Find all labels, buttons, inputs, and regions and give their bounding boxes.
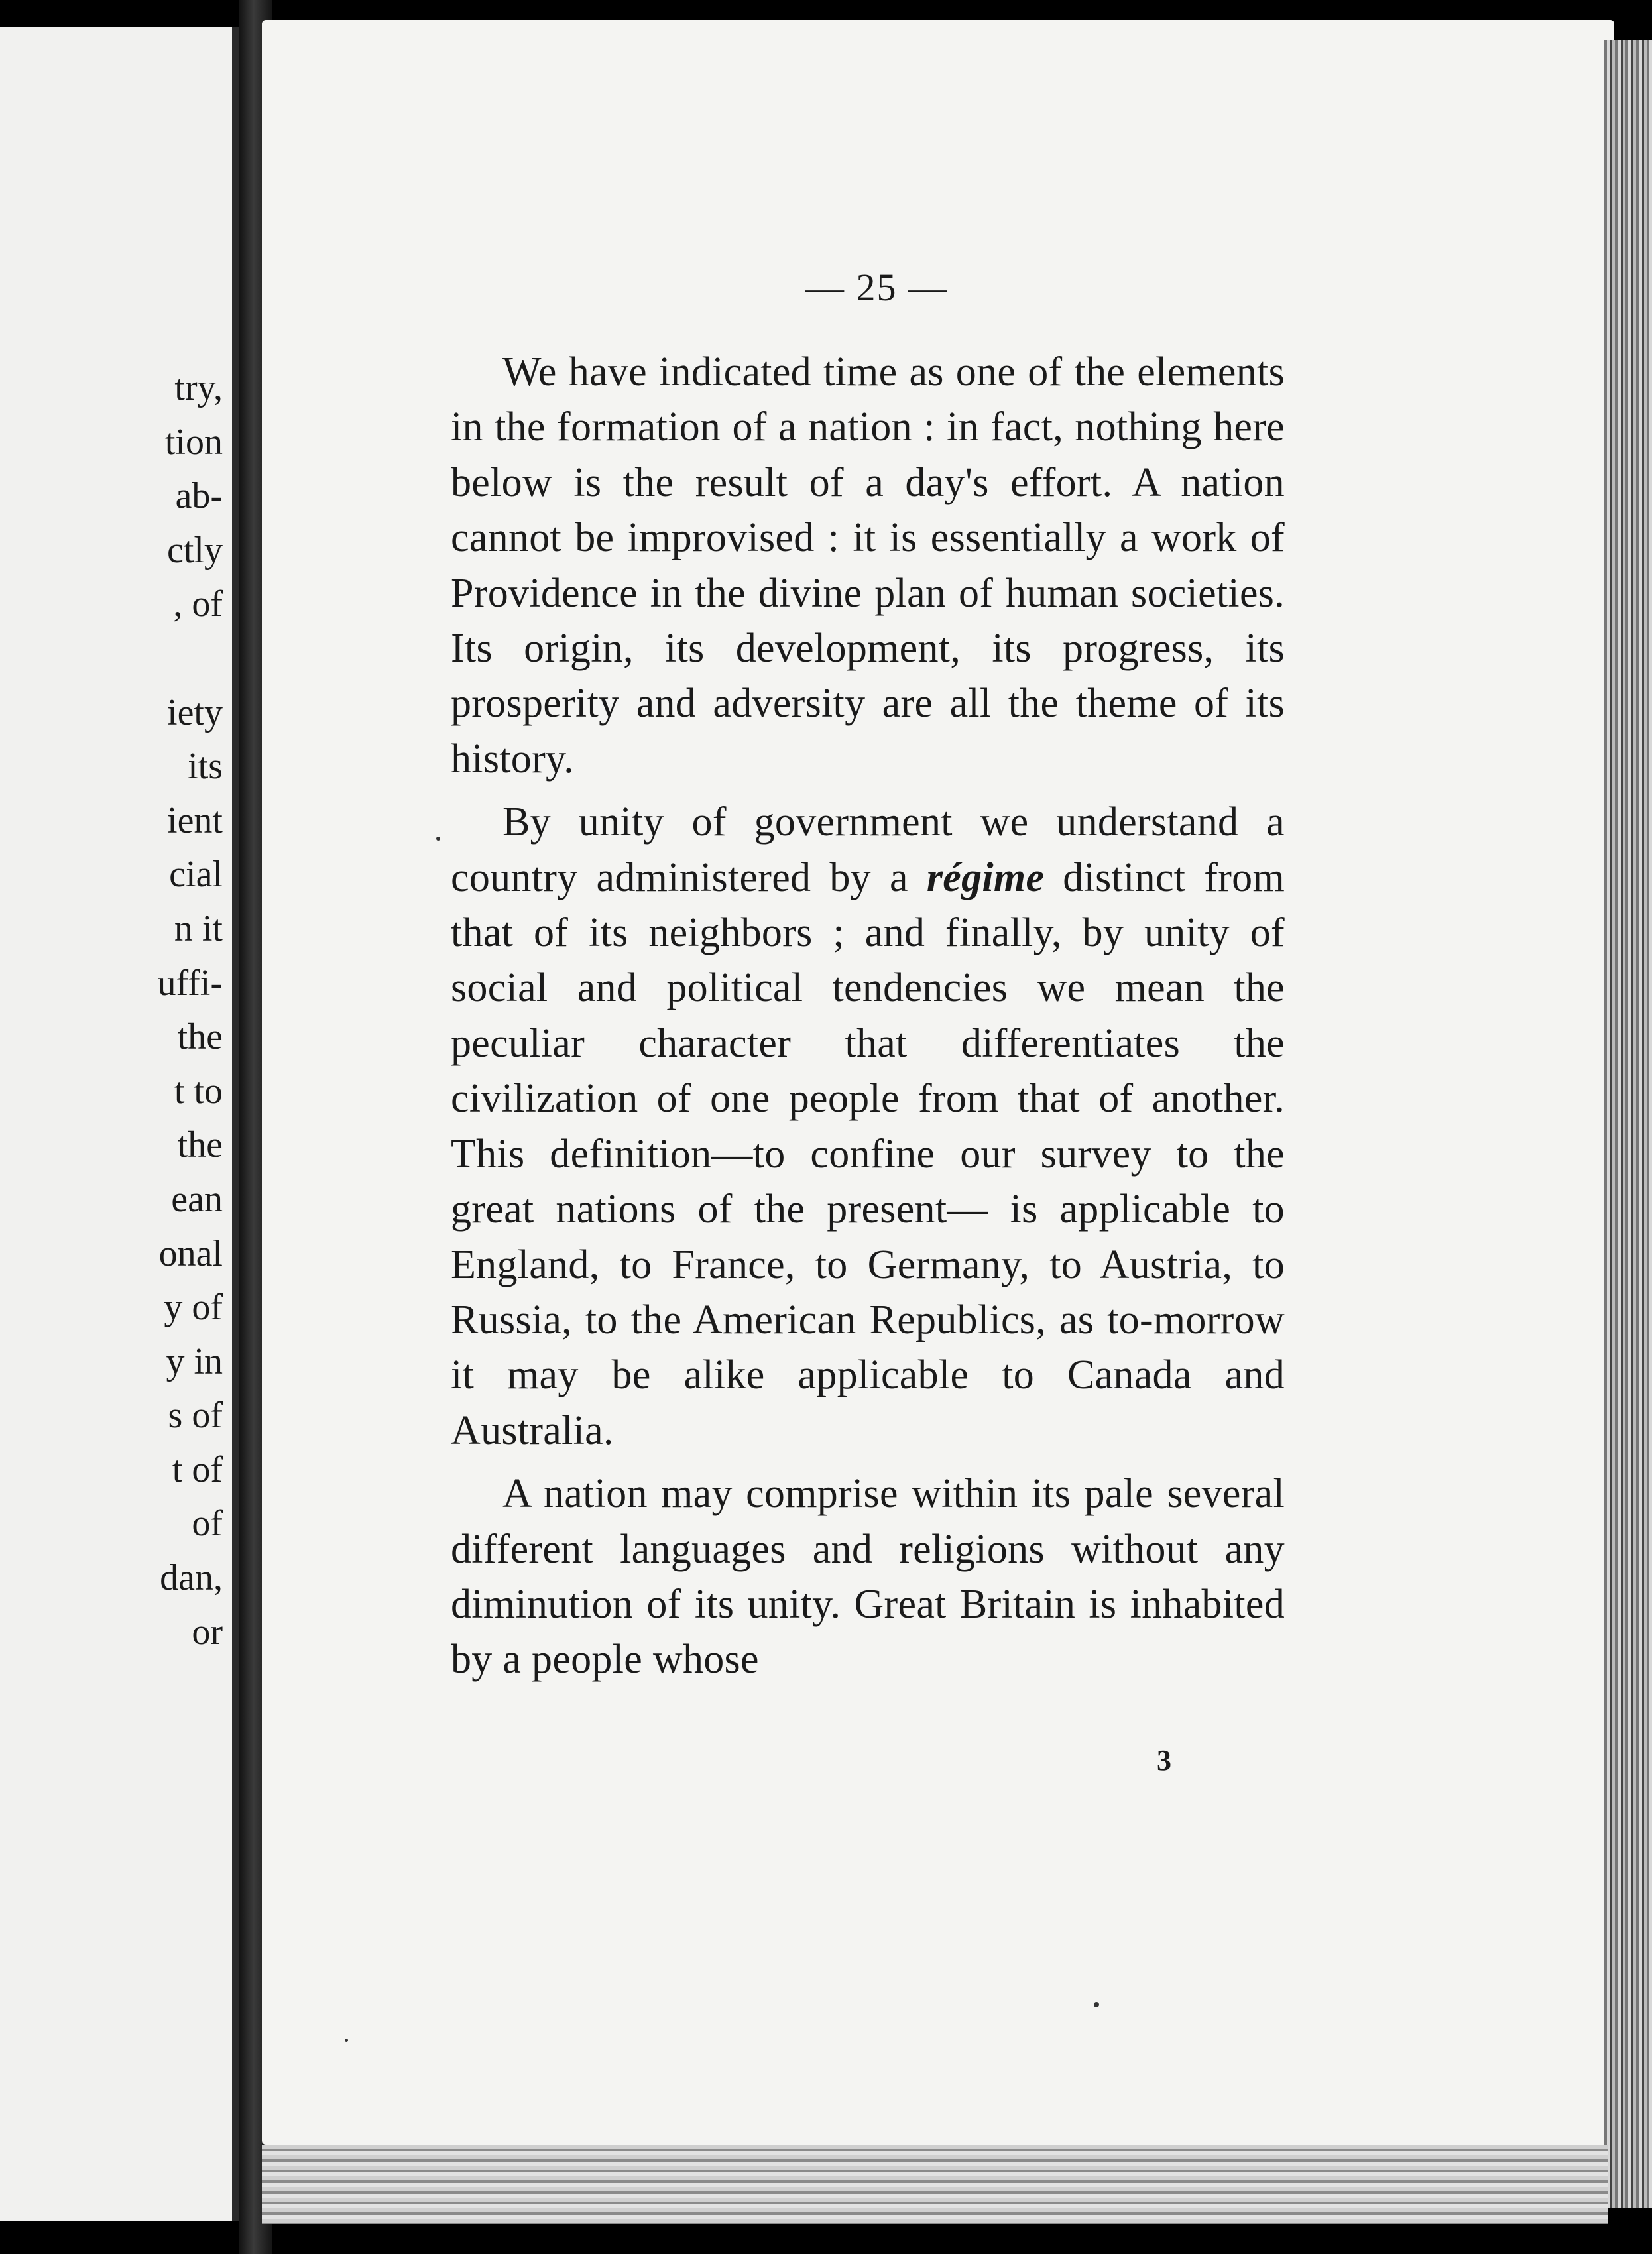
left-page-line: try, xyxy=(174,367,223,408)
ink-speck xyxy=(1094,2002,1099,2007)
left-page-line: onal xyxy=(158,1232,223,1274)
left-page-text xyxy=(158,361,223,1659)
left-page-line: s of xyxy=(168,1395,223,1437)
paragraph-2 xyxy=(451,795,1285,1458)
paragraph-2-start: By unity of government we understand a country administered by a xyxy=(451,800,1285,900)
paragraph-3: A nation may comprise within its pale several different languages and religions without any diminution of its unity. Great Britain is inhabited by a people whose xyxy=(451,1471,1285,1683)
left-page-line: or xyxy=(192,1611,223,1653)
left-page-line: t to xyxy=(174,1070,223,1112)
left-page-line: ctly xyxy=(167,529,223,571)
left-page-line: of xyxy=(192,1503,223,1545)
left-page-line: tion xyxy=(164,421,223,463)
left-page-line: iety xyxy=(167,691,223,733)
left-page-line: its xyxy=(188,746,223,788)
left-page-line: uffi- xyxy=(157,962,223,1004)
left-page-line: n it xyxy=(174,908,223,949)
left-page-line: , of xyxy=(173,583,223,625)
signature-mark: 3 xyxy=(1157,1744,1171,1777)
page-number: — 25 — xyxy=(805,266,948,309)
left-page-line: ean xyxy=(171,1178,223,1220)
left-page-line: ient xyxy=(167,800,223,841)
italic-regime: régime xyxy=(926,855,1045,900)
left-page xyxy=(0,27,239,2221)
left-page-line: cial xyxy=(169,854,223,896)
left-page-line: ab- xyxy=(175,475,223,517)
ink-speck xyxy=(436,837,440,841)
left-page-line: t of xyxy=(172,1449,223,1490)
paragraph-1: We have indicated time as one of the elements in the formation of a nation : in fact, nothing here below is the result of a day's effort. A nation cannot be improvised : it is essentially a work of Providence in the divine plan of human societies. Its origin, its development, its progress, its prosperity and adversity are all the theme of its history. xyxy=(451,349,1285,782)
paragraph-2-end: distinct from that of its neighbors ; and finally, by unity of social and political tendencies we mean the peculiar character that differentiates the civilization of one people from that of another. This definition—to confine our survey to the great nations of the present— is applicable to England, to France, to Germany, to Austria, to Russia, to the American Republics, as to-morrow it may be alike applicable to Canada and Australia. xyxy=(451,855,1285,1453)
left-page-line: the xyxy=(177,1124,223,1166)
page-edges xyxy=(1604,40,1652,2208)
left-page-line: the xyxy=(177,1016,223,1058)
ink-speck xyxy=(345,2039,348,2042)
left-page-line: y in xyxy=(166,1340,223,1382)
left-page-line xyxy=(158,632,223,686)
bottom-page-edges xyxy=(262,2145,1608,2224)
body-text xyxy=(451,345,1285,1696)
left-page-line: dan, xyxy=(160,1557,223,1599)
left-page-line: y of xyxy=(164,1287,223,1329)
